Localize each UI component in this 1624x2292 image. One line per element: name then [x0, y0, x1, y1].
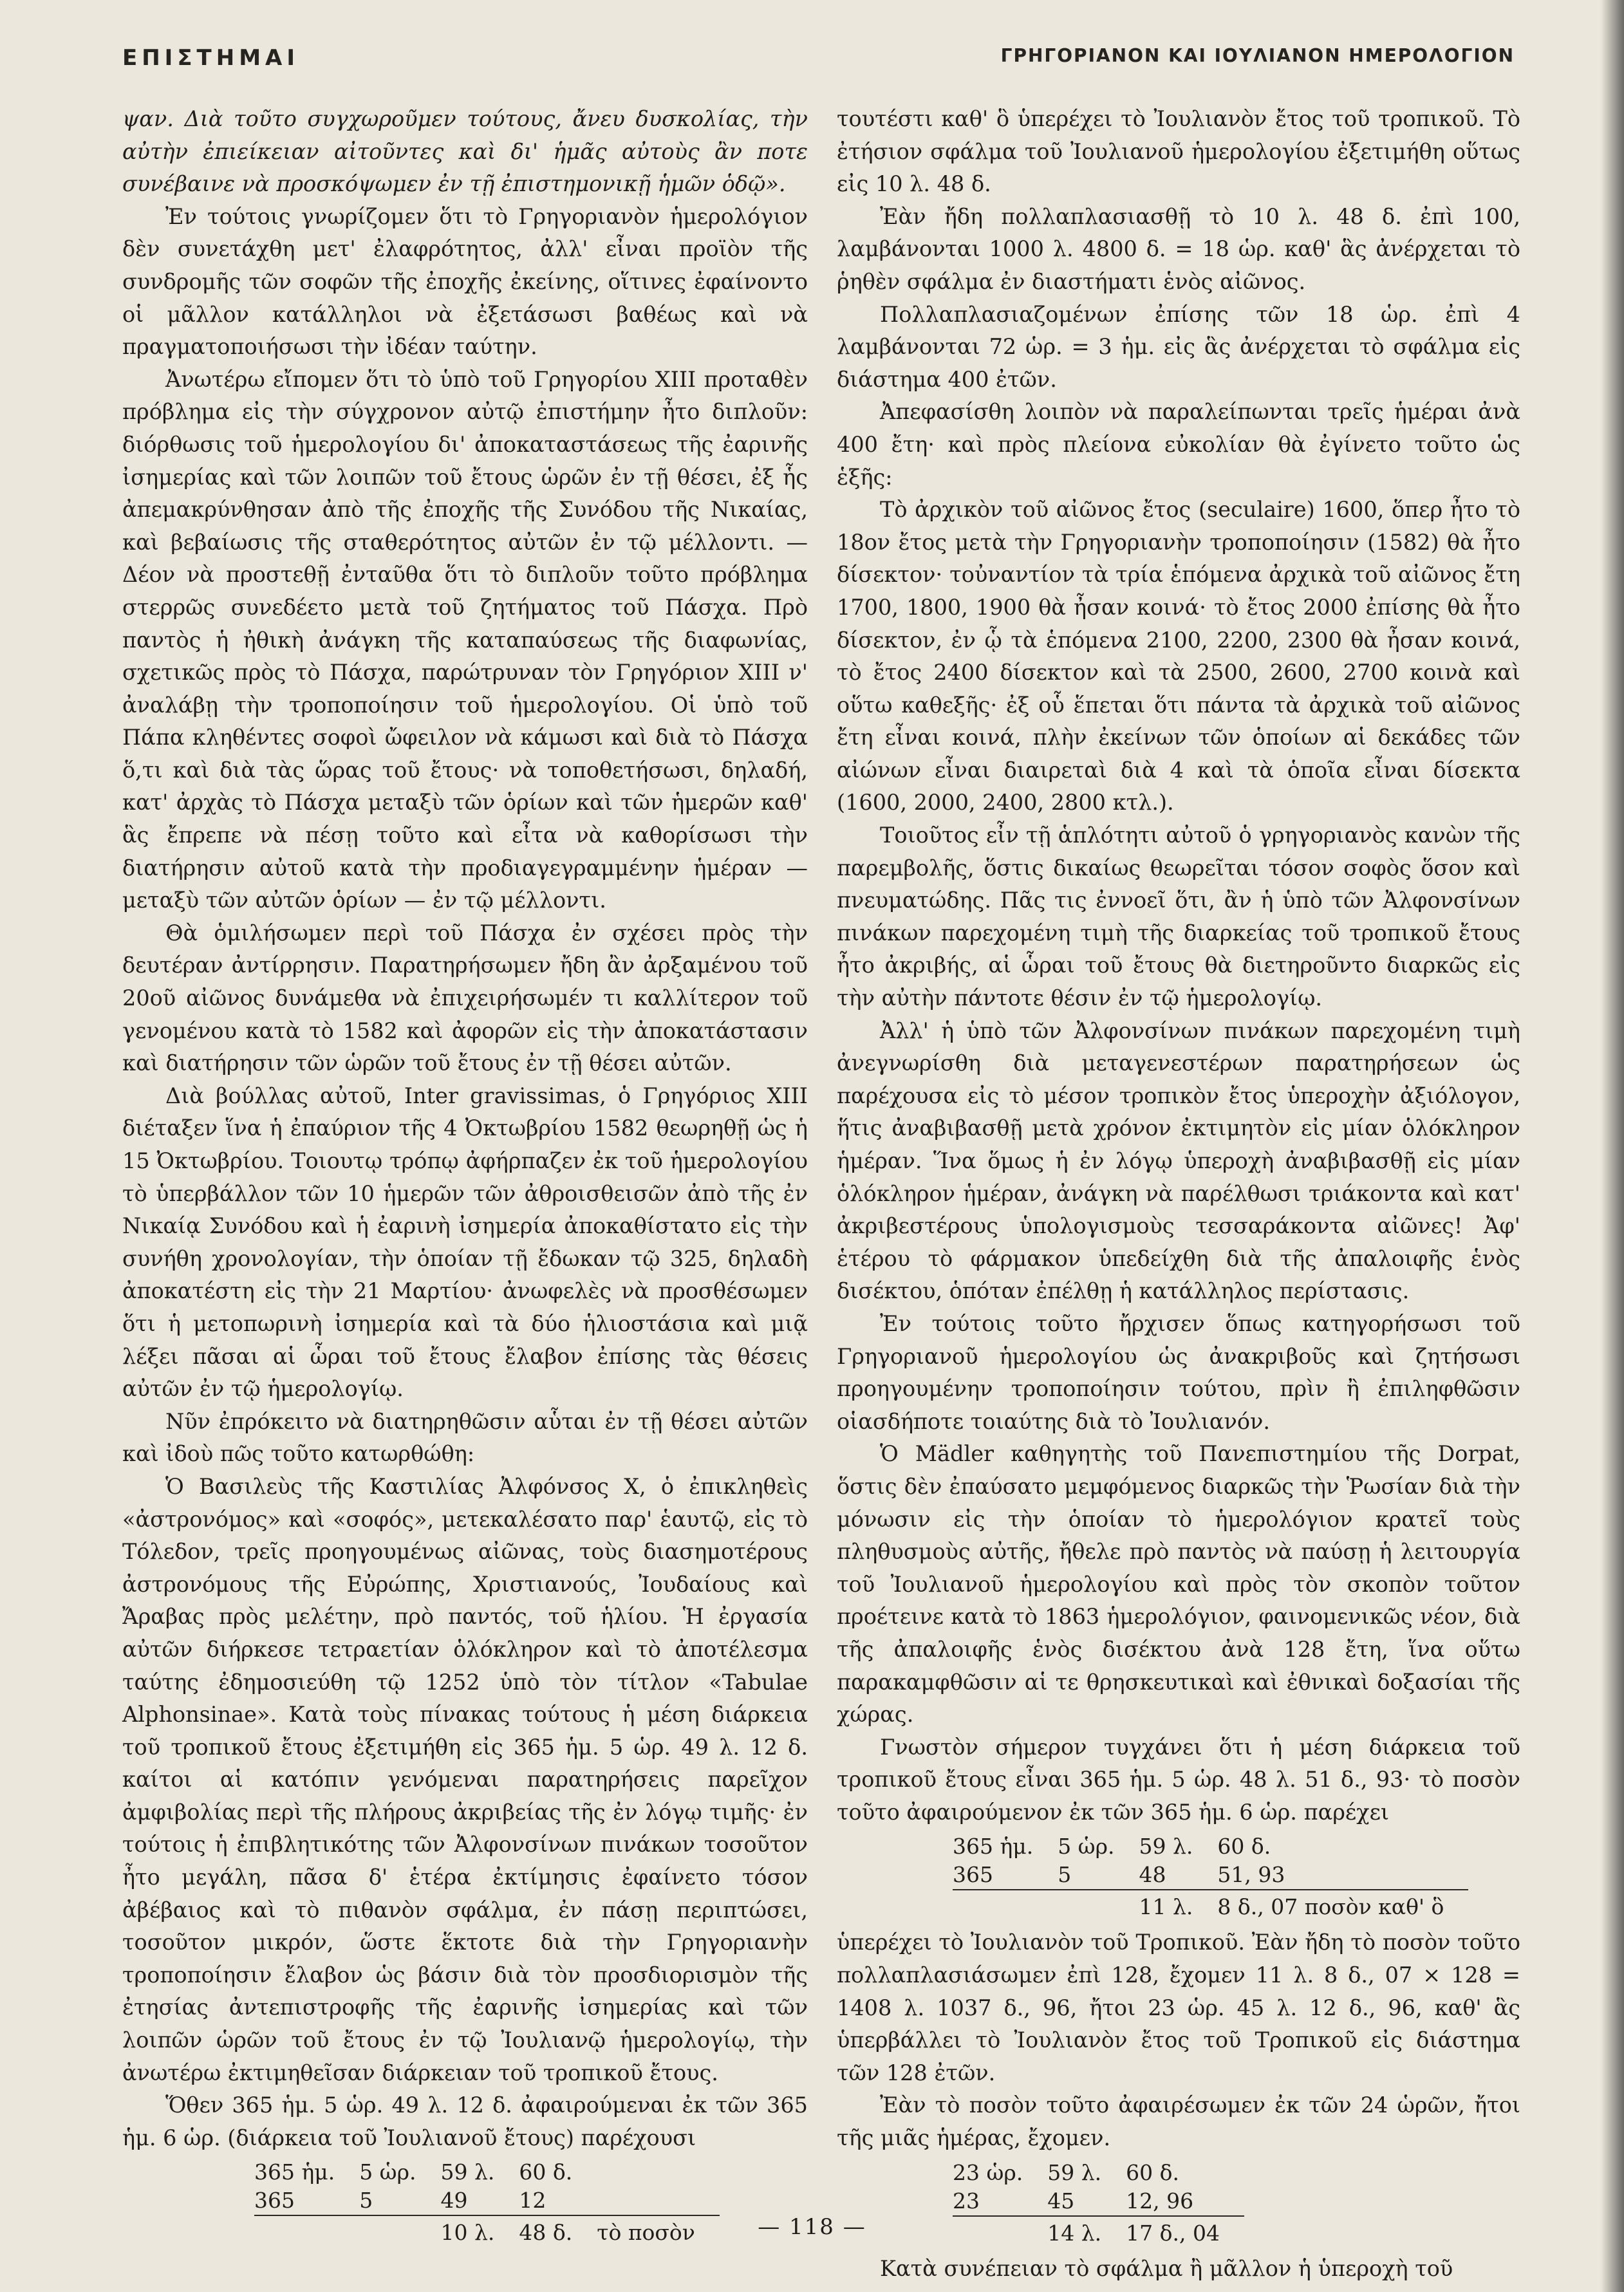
right-column — [837, 103, 1520, 2285]
calc-cell: 5 ὡρ. — [1058, 1834, 1115, 1859]
calc-cell: 5 — [1058, 1862, 1072, 1888]
paragraph: Ἐὰν τὸ ποσὸν τοῦτο ἀφαιρέσωμεν ἐκ τῶν 24 ὡρῶν, ἤτοι τῆς μιᾶς ἡμέρας, ἔχομεν. — [837, 2092, 1520, 2151]
calc-cell: 60 δ. — [519, 2159, 573, 2185]
calc-cell: 51, 93 — [1217, 1862, 1285, 1888]
calc-cell: 23 ὡρ. — [953, 2159, 1023, 2185]
paragraph: Ὅθεν 365 ἡμ. 5 ὡρ. 49 λ. 12 δ. ἀφαιρούμεναι ἐκ τῶν 365 ἡμ. 6 ὡρ. (διάρκεια τοῦ Ἰουλιανοῦ ἔτους) παρέχουσι — [122, 2092, 808, 2150]
paragraph: Διὰ βούλλας αὐτοῦ, Inter gravissimas, ὁ Γρηγόριος XIII διέταξεν ἵνα ἡ ἐπαύριον τῆς 4 Ὀκτωβρίου 1582 θεωρηθῇ ὡς ἡ 15 Ὀκτωβρίου. Τοιουτῳ τρόπῳ ἀφήρπαζεν ἐκ τοῦ ἡμερολογίου τὸ ὑπερβάλλον τῶν 10 ἡμερῶν τῶν ἀθροισθεισῶν ἀπὸ τῆς ἐν Νικαίᾳ Συνόδου καὶ ἡ ἐαρινὴ ἰσημερία ἀποκαθίστατο εἰς τὴν συνήθη χρονολογίαν, τὴν ὁποίαν τῇ ἔδωκαν τῷ 325, δηλαδὴ ἀποκατέστη εἰς τὴν 21 Μαρτίου· ἀνωφελὲς νὰ προσθέσωμεν ὅτι ἡ μετοπωρινὴ ἰσημερία καὶ τὰ δύο ἡλιοστάσια καὶ μιᾷ λέξει πᾶσαι αἱ ὧραι τοῦ ἔτους ἔλαβον ἐπίσης τὰς θέσεις αὐτῶν ἐν τῷ ἡμερολογίῳ. — [122, 1083, 808, 1402]
calc-cell: 5 ὡρ. — [359, 2159, 416, 2185]
page-edge-shadow — [1601, 0, 1624, 2292]
calc-cell: 59 λ. — [1047, 2159, 1102, 2185]
calc-result: 48 δ. — [519, 2215, 597, 2247]
calc-cell: 60 δ. — [1217, 1834, 1271, 1859]
page-number: — 118 — — [758, 2214, 866, 2240]
calc-tail: τὸ ποσὸν — [597, 2215, 720, 2247]
calc-cell: 5 — [359, 2188, 373, 2213]
paragraph: Ἀπεφασίσθη λοιπὸν νὰ παραλείπωνται τρεῖς ἡμέραι ἀνὰ 400 ἔτη· καὶ πρὸς πλείονα εὐκολίαν θὰ ἐγίνετο τοῦτο ὡς ἑξῆς: — [837, 399, 1520, 490]
paragraph: Νῦν ἐπρόκειτο νὰ διατηρηθῶσιν αὗται ἐν τῇ θέσει αὐτῶν καὶ ἰδοὺ πῶς τοῦτο κατωρθώθη: — [122, 1408, 808, 1467]
paragraph: Κατὰ συνέπειαν τὸ σφάλμα ἢ μᾶλλον ἡ ὑπεροχὴ τοῦ — [880, 2255, 1453, 2281]
paragraph: Γνωστὸν σήμερον τυγχάνει ὅτι ἡ μέση διάρκεια τοῦ τροπικοῦ ἔτους εἶναι 365 ἡμ. 5 ὡρ. 48 λ. 51 δ., 93· τὸ ποσὸν τοῦτο ἀφαιρούμενον ἐκ τῶν 365 ἡμ. 6 ὡρ. παρέχει — [837, 1734, 1520, 1825]
calc-cell: 12, 96 — [1126, 2188, 1194, 2213]
calc-cell: 59 λ. — [1139, 1834, 1193, 1859]
calc-cell: 365 — [254, 2188, 295, 2213]
calc-cell: 365 ἡμ. — [953, 1834, 1034, 1859]
calc-cell: 60 δ. — [1126, 2159, 1180, 2185]
paragraph: Ὁ Mädler καθηγητὴς τοῦ Πανεπιστημίου τῆς Dorpat, ὅστις δὲν ἐπαύσατο μεμφόμενος διαρκῶς τὴν Ῥωσίαν διὰ τὴν μόνωσιν εἰς τὴν ὁποίαν τὸ ἡμερολόγιον κρατεῖ τοὺς πληθυσμοὺς αὐτῆς, ἤθελε πρὸ παντὸς νὰ παύσῃ ἡ λειτουργία τοῦ Ἰουλιανοῦ ἡμερολογίου καὶ πρὸς τὸν σκοπὸν τοῦτον προέτεινε κατὰ τὸ 1863 ἡμερολόγιον, φαινομενικῶς νέον, διὰ τῆς ἀπαλοιφῆς ἑνὸς δισέκτου ἀνὰ 128 ἔτη, ἵνα οὕτω παρακαμφθῶσιν αἱ τε θρησκευτικαὶ καὶ ἐθνικαὶ δοξασίαι τῆς χώρας. — [837, 1441, 1520, 1728]
paragraph: Ἀνωτέρω εἴπομεν ὅτι τὸ ὑπὸ τοῦ Γρηγορίου XIII προταθὲν πρόβλημα εἰς τὴν σύγχρονον αὐτῷ ἐπιστήμην ἦτο διπλοῦν: διόρθωσις τοῦ ἡμερολογίου δι' ἀποκαταστάσεως τῆς ἐαρινῆς ἰσημερίας καὶ τῶν λοιπῶν τοῦ ἔτους ὡρῶν ἐν τῇ θέσει, ἐξ ἧς ἀπεμακρύνθησαν ἀπὸ τῆς ἐποχῆς τῆς Συνόδου τῆς Νικαίας, καὶ βεβαίωσις τῆς σταθερότητος αὐτῶν ἐν τῷ μέλλοντι. — Δέον νὰ προστεθῇ ἐνταῦθα ὅτι τὸ διπλοῦν τοῦτο πρόβλημα στερρῶς συνεδέετο μετὰ τοῦ ζητήματος τοῦ Πάσχα. Πρὸ παντὸς ἡ ἠθικὴ ἀνάγκη τῆς καταπαύσεως τῆς διαφωνίας, σχετικῶς πρὸς τὸ Πάσχα, παρώτρυναν τὸν Γρηγόριον XIII ν' ἀναλάβῃ τὴν τροποποίησιν τοῦ ἡμερολογίου. Οἱ ὑπὸ τοῦ Πάπα κληθέντες σοφοὶ ὤφειλον νὰ κάμωσι καὶ διὰ τὸ Πάσχα ὅ,τι καὶ διὰ τὰς ὥρας τοῦ ἔτους· νὰ τοποθετήσωσι, δηλαδή, κατ' ἀρχὰς τὸ Πάσχα μεταξὺ τῶν ὁρίων καὶ τῶν ἡμερῶν καθ' ἃς ἔπρεπε νὰ πέσῃ τοῦτο καὶ εἶτα νὰ καθορίσωσι τὴν διατήρησιν αὐτοῦ κατὰ τὴν προδιαγεγραμμένην ἡμέραν — μεταξὺ τῶν αὐτῶν ὁρίων — ἐν τῷ μέλλοντι. — [122, 366, 808, 913]
paragraph: τουτέστι καθ' ὃ ὑπερέχει τὸ Ἰουλιανὸν ἔτος τοῦ τροπικοῦ. Τὸ ἐτήσιον σφάλμα τοῦ Ἰουλιανοῦ ἡμερολογίου ἐξετιμήθη οὕτως εἰς 10 λ. 48 δ. — [837, 106, 1520, 197]
paragraph: Θὰ ὁμιλήσωμεν περὶ τοῦ Πάσχα ἐν σχέσει πρὸς τὴν δευτέραν ἀντίρρησιν. Παρατηρήσωμεν ἤδη ἂν ἀρξαμένου τοῦ 20οῦ αἰῶνος δυνάμεθα νὰ ἐπιχειρήσωμέν τι καλλίτερον τοῦ γενομένου κατὰ τὸ 1582 καὶ ἀφορῶν εἰς τὴν ἀποκατάστασιν καὶ διατήρησιν τῶν ὡρῶν τοῦ ἔτους ἐν τῇ θέσει αὐτῶν. — [122, 920, 808, 1076]
running-header-left: ΕΠΙΣΤΗΜΑΙ — [122, 45, 300, 71]
paragraph: Ἐν τούτοις τοῦτο ἤρχισεν ὅπως κατηγορήσωσι τοῦ Γρηγοριανοῦ ἡμερολογίου ὡς ἀνακριβοῦς καὶ ζητήσωσι προηγουμένην τροποποίησιν τούτου, πρὶν ἢ ἐπιληφθῶσιν οἱασδήποτε τοιαύτης διὰ τὸ Ἰουλιανόν. — [837, 1310, 1520, 1434]
calc-result: 14 λ. — [1047, 2216, 1126, 2248]
calc-result: 8 δ., 07 ποσὸν καθ' ὃ — [1217, 1890, 1468, 1921]
calc-result: 11 λ. — [1139, 1890, 1217, 1921]
calc-cell: 49 — [440, 2188, 468, 2213]
running-header-right: ΓΡΗΓΟΡΙΑΝΟΝ ΚΑΙ ΙΟΥΛΙΑΝΟΝ ΗΜΕΡΟΛΟΓΙΟΝ — [1000, 45, 1515, 66]
paragraph: Ἐὰν ἤδη πολλαπλασιασθῇ τὸ 10 λ. 48 δ. ἐπὶ 100, λαμβάνονται 1000 λ. 4800 δ. = 18 ὡρ. καθ' ἃς ἀνέρχεται τὸ ῥηθὲν σφάλμα ἐν διαστήματι ἑνὸς αἰῶνος. — [837, 203, 1520, 294]
paragraph: Τοιοῦτος εἶν τῇ ἁπλότητι αὐτοῦ ὁ γρηγοριανὸς κανὼν τῆς παρεμβολῆς, ὅστις δικαίως θεωρεῖται τόσον σοφὸς ὅσον καὶ πνευματώδης. Πᾶς τις ἐννοεῖ ὅτι, ἂν ἡ ὑπὸ τῶν Ἀλφονσίνων πινάκων παρεχομένη τιμὴ τῆς διαρκείας τοῦ τροπικοῦ ἔτους ἦτο ἀκριβής, αἱ ὧραι τοῦ ἔτους θὰ διετηροῦντο διαρκῶς εἰς τὴν αὐτὴν πάντοτε θέσιν ἐν τῷ ἡμερολογίῳ. — [837, 823, 1520, 1011]
calc-cell: 23 — [953, 2188, 980, 2213]
calc-cell: 45 — [1047, 2188, 1075, 2213]
paragraph: Ἐν τούτοις γνωρίζομεν ὅτι τὸ Γρηγοριανὸν ἡμερολόγιον δὲν συνετάχθη μετ' ἐλαφρότητος, ἀλλ' εἶναι προϊὸν τῆς συνδρομῆς τῶν σοφῶν τῆς ἐποχῆς ἐκείνης, οἵτινες ἐφαίνοντο οἱ μᾶλλον κατάλληλοι νὰ ἐξετάσωσι βαθέως καὶ νὰ πραγματοποιήσωσι τὴν ἰδέαν ταύτην. — [122, 203, 808, 360]
subtraction-calculation — [953, 1832, 1468, 1921]
paragraph: ψαν. Διὰ τοῦτο συγχωροῦμεν τούτους, ἄνευ δυσκολίας, τὴν αὐτὴν ἐπιείκειαν αἰτοῦντες καὶ δι' ἡμᾶς αὐτοὺς ἂν ποτε συνέβαινε νὰ προσκόψωμεν ἐν τῇ ἐπιστημονικῇ ἡμῶν ὁδῷ». — [122, 106, 808, 197]
calc-result: 10 λ. — [440, 2215, 519, 2247]
calc-cell: 48 — [1139, 1862, 1166, 1888]
calc-cell: 59 λ. — [440, 2159, 495, 2185]
calc-result: 17 δ., 04 — [1126, 2216, 1244, 2248]
paragraph: Ἀλλ' ἡ ὑπὸ τῶν Ἀλφονσίνων πινάκων παρεχομένη τιμὴ ἀνεγνωρίσθη διὰ μεταγενεστέρων παρατηρήσεων ὡς παρέχουσα εἰς τὸ μέσον τροπικὸν ἔτος ὑπεροχὴν ἀξιόλογον, ἥτις ἀναβιβασθῇ μετὰ χρόνον ἐκτιμητὸν εἰς μίαν ὁλόκληρον ἡμέραν. Ἵνα ὅμως ἡ ἐν λόγῳ ὑπεροχὴ ἀναβιβασθῇ εἰς μίαν ὁλόκληρον ἡμέραν, ἀνάγκη νὰ παρέλθωσι τριάκοντα καὶ κατ' ἀκριβεστέρους ὑπολογισμοὺς τεσσαράκοντα αἰῶνες! Ἀφ' ἑτέρου τὸ φάρμακον ὑπεδείχθη διὰ τῆς ἀπαλοιφῆς ἑνὸς δισέκτου, ὁπόταν ἐπέλθῃ ἡ κατάλληλος περίστασις. — [837, 1018, 1520, 1304]
left-column — [122, 103, 808, 2252]
paragraph: Τὸ ἀρχικὸν τοῦ αἰῶνος ἔτος (seculaire) 1600, ὅπερ ἦτο τὸ 18ον ἔτος μετὰ τὴν Γρηγοριανὴν τροποποίησιν (1582) θὰ ἦτο δίσεκτον· τοὐναντίον τὰ τρία ἑπόμενα ἀρχικὰ τοῦ αἰῶνος ἔτη 1700, 1800, 1900 θὰ ἦσαν κοινά· τὸ ἔτος 2000 ἐπίσης θὰ ἦτο δίσεκτον, ἐν ᾧ τὰ ἑπόμενα 2100, 2200, 2300 θὰ ἦσαν κοινά, τὸ ἔτος 2400 δίσεκτον καὶ τὰ 2500, 2600, 2700 κοινὰ καὶ οὕτω καθεξῆς· ἐξ οὗ ἕπεται ὅτι πάντα τὰ ἀρχικὰ τοῦ αἰῶνος ἔτη εἶναι κοινά, πλὴν ἐκείνων τῶν ὁποίων αἱ δεκάδες τῶν αἰώνων εἶναι διαιρεταὶ διὰ 4 καὶ τὰ ὁποῖα εἶναι δίσεκτα (1600, 2000, 2400, 2800 κτλ.). — [837, 497, 1520, 815]
paragraph: ὑπερέχει τὸ Ἰουλιανὸν τοῦ Τροπικοῦ. Ἐὰν ἤδη τὸ ποσὸν τοῦτο πολλαπλασιάσωμεν ἐπὶ 128, ἔχομεν 11 λ. 8 δ., 07 × 128 = 1408 λ. 1037 δ., 96, ἤτοι 23 ὡρ. 45 λ. 12 δ., 96, καθ' ἃς ὑπερβάλλει τὸ Ἰουλιανὸν ἔτος τοῦ Τροπικοῦ εἰς διάστημα τῶν 128 ἐτῶν. — [837, 1930, 1520, 2085]
calc-cell: 12 — [519, 2188, 546, 2213]
calc-cell: 365 ἡμ. — [254, 2159, 335, 2185]
paragraph: Ὁ Βασιλεὺς τῆς Καστιλίας Ἀλφόνσος X, ὁ ἐπικληθεὶς «ἀστρονόμος» καὶ «σοφός», μετεκαλέσατο παρ' ἑαυτῷ, εἰς τὸ Τόλεδον, τρεῖς προηγουμένως αἰῶνας, τοὺς διασημοτέρους ἀστρονόμους τῆς Εὐρώπης, Χριστιανούς, Ἰουδαίους καὶ Ἄραβας πρὸς μελέτην, πρὸ παντός, τοῦ ἡλίου. Ἡ ἐργασία αὐτῶν διήρκεσε τετραετίαν ὁλόκληρον καὶ τὸ ἀποτέλεσμα ταύτης ἐδημοσιεύθη τῷ 1252 ὑπὸ τὸν τίτλον «Tabulae Alphonsinae». Κατὰ τοὺς πίνακας τούτους ἡ μέση διάρκεια τοῦ τροπικοῦ ἔτους ἐξετιμήθη εἰς 365 ἡμ. 5 ὡρ. 49 λ. 12 δ. καίτοι αἱ κατόπιν γενόμεναι παρατηρήσεις παρεῖχον ἀμφιβολίας περὶ τῆς πλήρους ἀκριβείας τῆς ἐν λόγῳ τιμῆς· ἐν τούτοις ἡ ἐπιβλητικότης τῶν Ἀλφονσίνων πινάκων τοσοῦτον ἦτο μεγάλη, πᾶσα δ' ἑτέρα ἐκτίμησις ἐφαίνετο τόσον ἀβέβαιος καὶ τὸ πιθανὸν σφάλμα, ἐν πάσῃ περιπτώσει, τοσοῦτον μικρόν, ὥστε ἕκτοτε διὰ τὴν Γρηγοριανὴν τροποποίησιν ἔλαβον ὡς βάσιν διὰ τὸν προσδιορισμὸν τῆς ἐτησίας ἀντεπιστροφῆς τῆς ἐαρινῆς ἰσημερίας καὶ τῶν λοιπῶν ὡρῶν τοῦ ἔτους ἐν τῷ Ἰουλιανῷ ἡμερολογίῳ, τὴν ἀνωτέρω ἐκτιμηθεῖσαν διάρκειαν τοῦ τροπικοῦ ἔτους. — [122, 1473, 808, 2085]
paragraph: Πολλαπλασιαζομένων ἐπίσης τῶν 18 ὡρ. ἐπὶ 4 λαμβάνονται 72 ὡρ. = 3 ἡμ. εἰς ἃς ἀνέρχεται τὸ σφάλμα εἰς διάστημα 400 ἐτῶν. — [837, 301, 1520, 392]
calc-cell: 365 — [953, 1862, 993, 1888]
